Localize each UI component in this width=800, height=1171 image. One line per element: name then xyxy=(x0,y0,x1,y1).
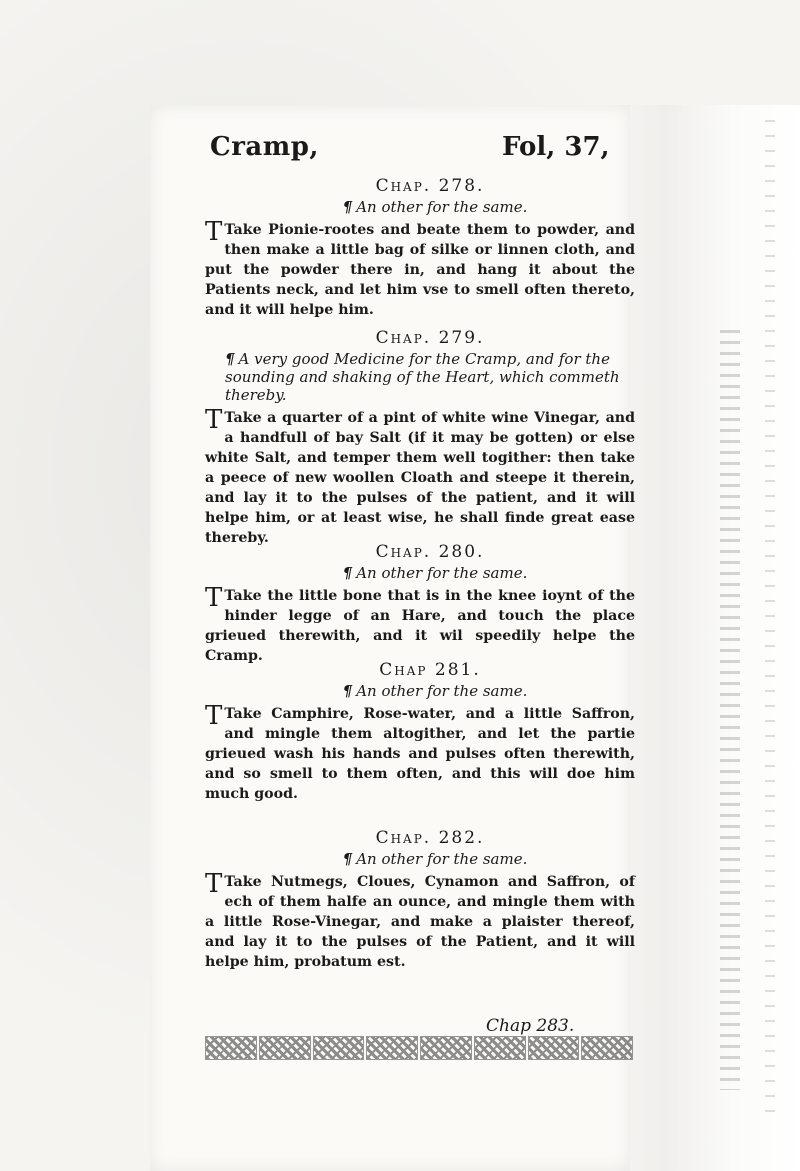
chapter-heading: Chap. 278. xyxy=(375,176,485,196)
chapter-text: T Take the little bone that is in the knee ioynt of the hinder legge of an Hare, and touch the place grieued therewith, and it wil speedily helpe the Cramp. xyxy=(205,583,635,664)
running-title: Cramp, xyxy=(210,132,319,162)
chapter-text: T Take Pionie-rootes and beate them to powder, and then make a little bag of silke or linnen cloth, and put the powder there in, and hang it about the Patients neck, and let him vse to smell often thereto, and it will helpe him. xyxy=(205,217,635,318)
ornament-block xyxy=(581,1036,633,1060)
chapter-279 xyxy=(205,328,635,548)
pilcrow-icon: ¶ xyxy=(342,682,353,700)
pilcrow-icon: ¶ xyxy=(225,350,235,368)
ornament-block xyxy=(313,1036,365,1060)
pilcrow-icon: ¶ xyxy=(342,850,353,868)
pilcrow-icon: ¶ xyxy=(342,564,353,582)
chapter-heading: Chap. 280. xyxy=(375,542,485,562)
pilcrow-icon: ¶ xyxy=(342,198,353,216)
ornament-block xyxy=(366,1036,418,1060)
binding-shadow-outer xyxy=(765,120,775,1120)
catchword: Chap 283. xyxy=(486,1016,575,1036)
ornament-block xyxy=(420,1036,472,1060)
chapter-281 xyxy=(205,660,635,804)
chapter-text: T Take Nutmegs, Cloues, Cynamon and Saffron, of ech of them halfe an ounce, and mingle them with a little Rose-Vinegar, and make a plaister thereof, and lay it to the pulses of the Patient, and it will helpe him, probatum est. xyxy=(205,869,635,970)
chapter-subheading: ¶ A very good Medicine for the Cramp, and for the sounding and shaking of the Heart, which commeth thereby. xyxy=(225,350,620,404)
binding-shadow xyxy=(720,330,740,1090)
chapter-282 xyxy=(205,828,635,972)
chapter-subheading: ¶ An other for the same. xyxy=(342,682,528,700)
ornament-block xyxy=(474,1036,526,1060)
drop-capital: T xyxy=(205,701,223,731)
folio-number: Fol, 37, xyxy=(502,132,610,162)
ornament-block xyxy=(528,1036,580,1060)
ornament-block xyxy=(205,1036,257,1060)
chapter-heading: Chap. 282. xyxy=(375,828,485,848)
chapter-heading: Chap 281. xyxy=(379,660,481,680)
chapter-subheading: ¶ An other for the same. xyxy=(342,850,528,868)
chapter-278 xyxy=(205,176,635,320)
drop-capital: T xyxy=(205,869,223,899)
chapter-heading: Chap. 279. xyxy=(375,328,485,348)
drop-capital: T xyxy=(205,405,223,435)
drop-capital: T xyxy=(205,583,223,613)
ornament-block xyxy=(259,1036,311,1060)
chapter-subheading: ¶ An other for the same. xyxy=(342,564,528,582)
chapter-280 xyxy=(205,542,635,666)
chapter-subheading: ¶ An other for the same. xyxy=(342,198,528,216)
ornamental-border xyxy=(205,1036,633,1058)
drop-capital: T xyxy=(205,217,223,247)
chapter-text: T Take Camphire, Rose-water, and a little Saffron, and mingle them altogither, and let the partie grieued wash his hands and pulses often therewith, and so smell to them often, and this will doe him much good. xyxy=(205,701,635,802)
chapter-text: T Take a quarter of a pint of white wine Vinegar, and a handfull of bay Salt (if it may be gotten) or else white Salt, and temper them well togither: then take a peece of new woollen Cloath and steepe it therein, and lay it to the pulses of the patient, and it will helpe him, or at least wise, he shall finde great ease thereby. xyxy=(205,405,635,546)
